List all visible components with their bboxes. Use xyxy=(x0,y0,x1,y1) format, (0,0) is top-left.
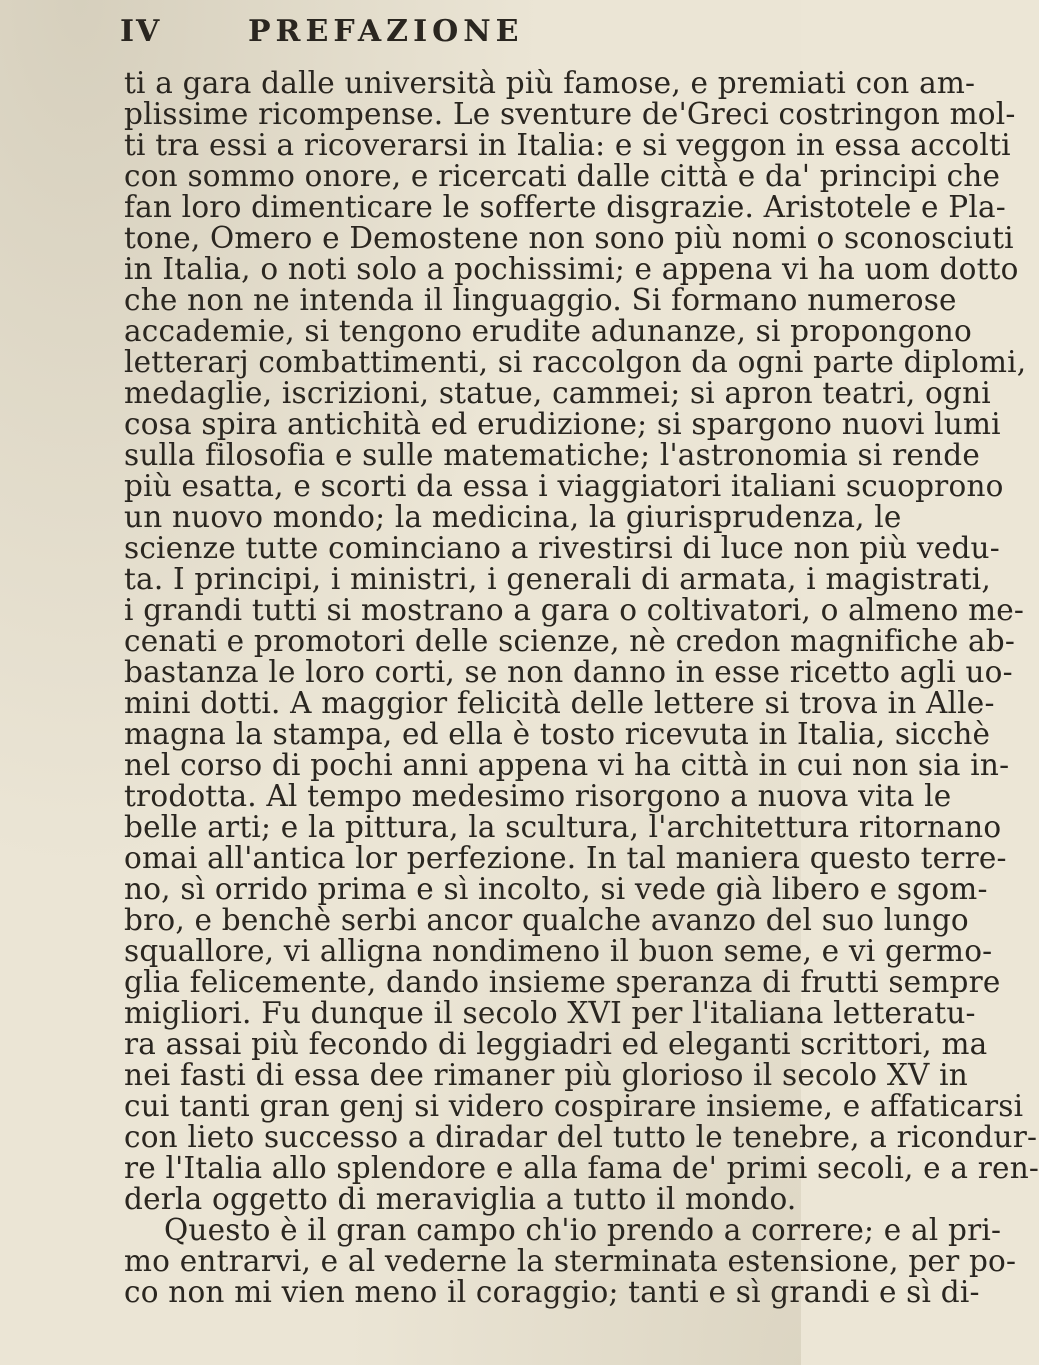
text-line: mini dotti. A maggior felicità delle lettere si trova in Alle- xyxy=(124,686,995,720)
text-line: accademie, si tengono erudite adunanze, si propongono xyxy=(124,314,972,348)
text-line: in Italia, o noti solo a pochissimi; e appena vi ha uom dotto xyxy=(124,252,1019,286)
text-line: più esatta, e scorti da essa i viaggiatori italiani scuoprono xyxy=(124,469,1004,503)
text-line: bastanza le loro corti, se non danno in esse ricetto agli uo- xyxy=(124,655,1013,689)
text-line: fan loro dimenticare le sofferte disgrazie. Aristotele e Pla- xyxy=(124,190,1006,224)
text-line: con sommo onore, e ricercati dalle città e da' principi che xyxy=(124,159,1001,193)
text-line: bro, e benchè serbi ancor qualche avanzo del suo lungo xyxy=(124,903,969,937)
text-line: medaglie, iscrizioni, statue, cammei; si apron teatri, ogni xyxy=(124,376,991,410)
text-line: squallore, vi alligna nondimeno il buon seme, e vi germo- xyxy=(124,934,993,968)
text-line: sulla filosofia e sulle matematiche; l'astronomia si rende xyxy=(124,438,981,472)
text-line: un nuovo mondo; la medicina, la giurisprudenza, le xyxy=(124,500,902,534)
text-line: tone, Omero e Demostene non sono più nomi o sconosciuti xyxy=(124,221,1014,255)
text-line: letterarj combattimenti, si raccolgon da ogni parte diplomi, xyxy=(124,345,1027,379)
text-line: che non ne intenda il linguaggio. Si formano numerose xyxy=(124,283,957,317)
text-line: nei fasti di essa dee rimaner più glorioso il secolo XV in xyxy=(124,1058,968,1092)
text-line: no, sì orrido prima e sì incolto, si vede già libero e sgom- xyxy=(124,872,988,906)
text-line: scienze tutte cominciano a rivestirsi di luce non più vedu- xyxy=(124,531,1000,565)
text-line: ta. I principi, i ministri, i generali di armata, i magistrati, xyxy=(124,562,991,596)
text-line: ti a gara dalle università più famose, e premiati con am- xyxy=(124,66,976,100)
page-number: IV xyxy=(120,14,162,49)
text-line: con lieto successo a diradar del tutto le tenebre, a ricondur- xyxy=(124,1120,1038,1154)
text-line: mo entrarvi, e al vederne la sterminata estensione, per po- xyxy=(124,1244,1017,1278)
text-line: co non mi vien meno il coraggio; tanti e sì grandi e sì di- xyxy=(124,1275,980,1309)
text-line: i grandi tutti si mostrano a gara o coltivatori, o almeno me- xyxy=(124,593,1025,627)
text-line: derla oggetto di meraviglia a tutto il mondo. xyxy=(124,1182,797,1216)
text-line: glia felicemente, dando insieme speranza di frutti sempre xyxy=(124,965,1001,999)
text-line: ra assai più fecondo di leggiadri ed eleganti scrittori, ma xyxy=(124,1027,988,1061)
text-line: migliori. Fu dunque il secolo XVI per l'italiana letteratu- xyxy=(124,996,976,1030)
text-line: ti tra essi a ricoverarsi in Italia: e si veggon in essa accolti xyxy=(124,128,1011,162)
text-line: omai all'antica lor perfezione. In tal maniera questo terre- xyxy=(124,841,1007,875)
page-header xyxy=(120,14,720,54)
text-line: nel corso di pochi anni appena vi ha città in cui non sia in- xyxy=(124,748,1010,782)
running-head: PREFAZIONE xyxy=(248,14,524,49)
text-line: Questo è il gran campo ch'io prendo a correre; e al pri- xyxy=(164,1213,1002,1247)
text-line: belle arti; e la pittura, la scultura, l'architettura ritornano xyxy=(124,810,1002,844)
text-line: re l'Italia allo splendore e alla fama de' primi secoli, e a ren- xyxy=(124,1151,1039,1185)
text-line: trodotta. Al tempo medesimo risorgono a nuova vita le xyxy=(124,779,952,813)
text-line: magna la stampa, ed ella è tosto ricevuta in Italia, sicchè xyxy=(124,717,991,751)
body-text xyxy=(0,63,1039,1343)
text-line: plissime ricompense. Le sventure de'Greci costringon mol- xyxy=(124,97,1016,131)
text-line: cosa spira antichità ed erudizione; si spargono nuovi lumi xyxy=(124,407,1001,441)
text-line: cui tanti gran genj si videro cospirare insieme, e affaticarsi xyxy=(124,1089,1024,1123)
text-line: cenati e promotori delle scienze, nè credon magnifiche ab- xyxy=(124,624,1015,658)
